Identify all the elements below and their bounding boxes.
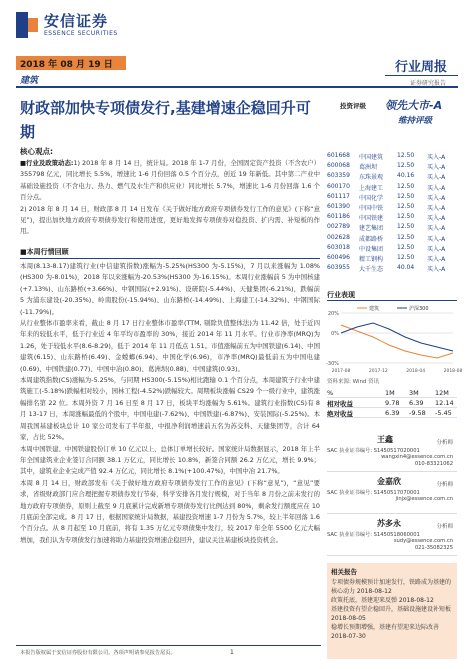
stock-price: 40.16	[397, 172, 415, 180]
perf-row-label: 绝对收益	[327, 410, 353, 418]
report-type: 行业周报	[395, 60, 448, 75]
stock-price: 12.50	[397, 202, 415, 210]
y-tick-label: 0%	[331, 331, 339, 337]
stock-row	[327, 172, 457, 182]
perf-cell: 6.39	[385, 409, 400, 417]
author-role: 分析师	[436, 482, 453, 488]
stock-code: 600496	[327, 253, 350, 261]
stock-price: 12.50	[397, 233, 415, 241]
footer-divider	[16, 645, 321, 646]
perf-table-row	[327, 398, 457, 408]
page-number: 1	[230, 649, 234, 656]
stock-row	[327, 223, 457, 233]
stock-row	[327, 254, 457, 264]
stock-row	[327, 264, 457, 274]
stock-price: 12.50	[397, 152, 415, 159]
stock-name: 成都路桥	[359, 235, 384, 243]
stock-name: 上海建工	[359, 184, 384, 192]
market-paragraph-3: 本周建筑指数(CS)涨幅为-5.25%，与同期 HS300(-5.15%)相比跑输 0.1 个百分点，本周建筑子行业中建筑施工(-5.18%)跌幅相对较小，园林工程(-4.52%)跌幅较大。周期板块涨幅 CS29 个一级行业中，建筑涨幅排名第 22 位。本周外资 7 月 16 日至 8 月 17 日，板块平均涨幅为 5.61%。建筑行业指数(CS)有 8 月 13-17 日，本周涨幅最低的个股中，中国电建(-7.62%)、中国铁建(-6.87%)、安装国际(-5.25%)。本周我国基建板块总计 10 家公司发布了半年报，中报净利润增速前五名为苏交科、天健集团等，合计 64 家，占比 52%。	[20, 376, 320, 442]
stock-rating: 买入-A	[427, 245, 446, 253]
stock-name: 建艺集团	[359, 225, 384, 233]
report-subtitle: 证券研究报告	[410, 80, 447, 87]
stock-rating: 买入-A	[427, 204, 446, 212]
series-line-0	[341, 325, 453, 358]
policy-paragraph-1: 1) 2018 年 8 月 14 日，统计局。2018 年 1-7 月份，全国固定资产投资（不含农户）355798 亿元，同比增长 5.5%，增速比 1-6 月份回落 0.5 个百分点，创近 19 年新低。其中第二产业中基础设施投资（不含电力、热力、燃气及水生产和供应业）同比增长 5.7%，增速比 1-6 月份回落 1.6 个百分点。	[20, 159, 321, 202]
stock-price: 12.50	[397, 223, 415, 231]
y-tick-label: -30%	[326, 361, 339, 367]
stock-rating: 买入-A	[427, 235, 446, 243]
market-paragraph-2: 从行业整体市盈率来看，截止 8 月 17 日行业整体市盈率(TTM, 剔除负值整体法)为 11.42 倍，处于近四年来的较低水平，低于行业近 4 年平均市盈率的 30%，接近 2014 年 11 月水平。行业市净率(MRQ)为 1.26，处于较低水平(8.6-8.29)，低于 2014 年 11 月低点 1.51。市值涨幅前五为中国铁建(6.14)、中国建筑(6.15)、山东路桥(6.49)、金螳螂(6.94)、中国化学(6.96)，市净率(MRQ)最低前五为中国电建(0.69)、中国铁建(0.77)、中国中冶(0.80)、葛洲坝(0.88)、中国建筑(0.93)。	[20, 319, 320, 373]
x-tick-label: 2017-12	[368, 369, 388, 374]
stock-rating: 买入-A	[427, 255, 446, 263]
stock-code: 603018	[327, 243, 350, 251]
stock-code: 002789	[327, 223, 350, 231]
report-title: 财政部加快专项债发行,基建增速企稳回升可期	[20, 99, 311, 141]
stock-code: 002628	[327, 233, 350, 241]
report-date: 2018 年 08 月 19 日	[20, 60, 113, 70]
author-cert: SAC 执业证书编号: S1450517070001	[327, 490, 420, 496]
perf-header-cell: 12M	[435, 389, 449, 397]
stock-price: 12.50	[397, 162, 415, 170]
stock-name: 葛洲坝	[359, 164, 378, 172]
author-cert: SAC 执业证书编号: S1450518060001	[327, 532, 420, 538]
stock-rating: 买入-A	[427, 174, 446, 182]
stock-name: 中国化学	[359, 194, 384, 202]
stock-rating: 买入-A	[427, 154, 446, 161]
perf-cell: 9.78	[385, 399, 400, 407]
author-role: 分析师	[436, 524, 453, 530]
series-line-1	[341, 323, 453, 351]
perf-title: 行业表现	[327, 291, 355, 299]
author-card	[327, 474, 457, 514]
footer-disclaimer: 本报告版权属于安信证券股份有限公司。各项声明请参见报告尾页。	[20, 650, 176, 656]
stock-code: 601117	[327, 192, 350, 200]
stock-name: 中国铁建	[359, 215, 384, 223]
sector-tag: 建筑	[20, 76, 39, 86]
stock-name: 东珠景观	[359, 174, 384, 182]
perf-header-cell: 3M	[409, 389, 419, 397]
related-report-item[interactable]: 政策托底，基建迎来反弹 2018-08-12	[331, 597, 434, 604]
perf-cell: -5.45	[435, 409, 452, 417]
stock-code: 600068	[327, 162, 350, 170]
author-list	[327, 432, 457, 558]
author-email[interactable]: wangxin4@essence.com.cn	[381, 454, 453, 460]
author-email[interactable]: sudy@essence.com.cn	[393, 538, 453, 544]
logo-text-cn: 安信证券	[44, 12, 109, 30]
stock-row	[327, 183, 457, 193]
stock-code: 603359	[327, 172, 350, 180]
header-divider	[16, 86, 458, 88]
stock-row	[327, 234, 457, 244]
stock-row	[327, 203, 457, 213]
section-market-heading: ■本周行情回顾	[20, 248, 69, 256]
market-paragraph-1: 本周(8.13-8.17)建筑行业(中信建筑指数)涨幅为-5.25%(HS300 为-5.15%)，7 月以来涨幅为 1.08%(HS300 为-8.01%)，2018 年以来涨幅为-20.53%(HS300 为-16.15%)。本周行业涨幅前 5 为中国核建(+7.13%)、山东路桥(+3.66%)、中钢国际(+2.91%)、设研院(-5.44%)、天健集团(-6.21%)，跌幅前 5 为浦东建设(-20.35%)、岭南股份(-15.94%)、山东路桥(-14.49%)、上海建工(-14.32%)、中钢国际(-11.79%)。	[20, 262, 320, 316]
market-paragraph-5: 本周 8 月 14 日，财政部发布《关于做好地方政府专项债券发行工作的意见》(下称“意见”)，“意见”要求，省级财政部门应合理把握专项债券发行节奏，科学安排各月发行规模，对于当年 8 月份之前未发行的地方政府专项债券，原则上截至 9 月底累计完成新增专项债券发行比例达到 80%，剩余发行额度应在 10 月底前全部完成。8 月 17 日，根据国家统计局数据，基建投资增速 1-7 月份为 5.7%，较上半年回落 1.6 个百分点。从 8 月起至 10 月底前，将有 1.35 万亿元专项债集中发行，较 2017 年全年 5500 亿元大幅增加，我们认为专项债发行加速将助力基建投资增速企稳回升，建议关注基建板块投资机会。	[20, 478, 320, 544]
author-name: 苏多永	[377, 519, 401, 528]
stock-code: 601668	[327, 152, 350, 159]
perf-table	[327, 388, 457, 418]
industry-performance-chart	[326, 303, 463, 375]
author-card	[327, 432, 457, 472]
perf-cell: -9.58	[409, 409, 426, 417]
logo-text-en: ESSENCE SECURITIES	[44, 30, 118, 37]
author-name: 金嘉欣	[377, 477, 401, 486]
stock-name: 中国建筑	[359, 154, 384, 161]
stock-rating: 买入-A	[427, 266, 446, 274]
perf-source: 资料来源: Wind 资讯	[327, 379, 380, 385]
perf-header-cell: %	[327, 389, 334, 397]
author-cert: SAC 执业证书编号: S1450517020001	[327, 448, 420, 454]
rating-value: 领先大市-A	[385, 99, 443, 112]
stock-code: 601186	[327, 213, 350, 221]
perf-cell: 6.39	[409, 399, 424, 407]
stock-rating: 买入-A	[427, 215, 446, 223]
stock-rating: 买入-A	[427, 194, 446, 202]
author-email[interactable]: jinjx@essence.com.cn	[395, 496, 453, 502]
report-type-divider	[385, 75, 458, 76]
stock-row	[327, 244, 457, 254]
author-role: 分析师	[436, 440, 453, 446]
stock-rating: 买入-A	[427, 184, 446, 192]
stock-price: 12.50	[397, 253, 415, 261]
company-logo	[16, 8, 136, 44]
author-phone: 021-35082325	[414, 545, 453, 551]
related-reports	[327, 563, 457, 659]
stock-code: 600170	[327, 182, 350, 190]
stock-price: 12.50	[397, 213, 415, 221]
author-phone: 010-83321062	[414, 461, 453, 467]
perf-divider	[327, 300, 457, 301]
stock-name: 中国中铁	[359, 204, 384, 212]
perf-table-row	[327, 408, 457, 418]
stock-price: 12.50	[397, 182, 415, 190]
policy-paragraph-2: 2) 2018 年 8 月 14 日，财政部 8 月 14 日发布《关于做好地方政府专项债券发行工作的意见》(下称“意见”)，提出加快地方政府专项债券发行和使用进度，更好地发挥专项债券对稳投资、扩内需、补短板的作用。	[20, 204, 320, 236]
stock-price: 40.04	[397, 264, 415, 272]
stock-code: 603955	[327, 264, 350, 272]
related-report-item[interactable]: 专项债券规模预计加速发行，铁路成为基建的核心动力 2018-08-12	[331, 579, 452, 595]
x-tick-label: 2018-08	[443, 369, 463, 374]
section-market	[20, 261, 320, 643]
rating-label: 投资评级	[340, 102, 366, 110]
rating-change: 维持评级	[398, 116, 433, 126]
stock-rating: 买入-A	[427, 225, 446, 233]
stock-name: 精工钢构	[359, 255, 384, 263]
stock-code: 601390	[327, 202, 350, 210]
author-name: 王鑫	[377, 435, 393, 444]
x-tick-label: 2017-08	[331, 369, 351, 374]
stock-row	[327, 152, 457, 162]
related-reports-title: 相关报告	[331, 568, 357, 576]
legend-label: 沪深300	[409, 306, 429, 312]
key-points-heading: 核心观点:	[20, 147, 53, 156]
x-tick-label: 2018-04	[406, 369, 426, 374]
perf-row-label: 相对收益	[327, 400, 353, 408]
logo-mark-icon	[16, 12, 38, 38]
section-policy-heading: ■行业及政策动态:	[20, 159, 74, 167]
market-paragraph-4: 本周中国铁建、中国铁建股份订单 10 亿元以上、总体订单增长较好。国家统计局数据显示，2018 年上半年全国建筑业企业签订合同额 38.1 万亿元，同比增长 10.8%，新签合同额 26.2 万亿元，增长 9.9%；其中，建筑业企业完成产值 92.4 万亿元，同比增长 8.1%(+100.47%)，中国中冶 21.7%。	[20, 444, 320, 476]
author-card	[327, 516, 457, 556]
legend-label: 建筑	[369, 306, 380, 312]
stock-row	[327, 213, 457, 223]
stock-row	[327, 193, 457, 203]
perf-header-cell: 1M	[385, 389, 395, 397]
perf-table-header	[327, 388, 457, 398]
stock-price: 12.50	[397, 243, 415, 251]
y-tick-label: 20%	[327, 311, 339, 317]
stock-name: 大千生态	[359, 266, 384, 274]
related-report-item[interactable]: 稳增长预期增强，基建有望迎来边际改善 2018-07-30	[331, 624, 440, 640]
stock-row	[327, 162, 457, 172]
stock-name: 中设集团	[359, 245, 384, 253]
stock-price: 12.50	[397, 192, 415, 200]
perf-cell: 12.14	[435, 399, 454, 407]
related-report-item[interactable]: 基建投资有望企稳回升，基础设施建设补短板 2018-08-05	[331, 606, 452, 622]
stock-table	[327, 152, 457, 274]
section-policy	[20, 158, 320, 238]
stock-rating: 买入-A	[427, 164, 446, 172]
